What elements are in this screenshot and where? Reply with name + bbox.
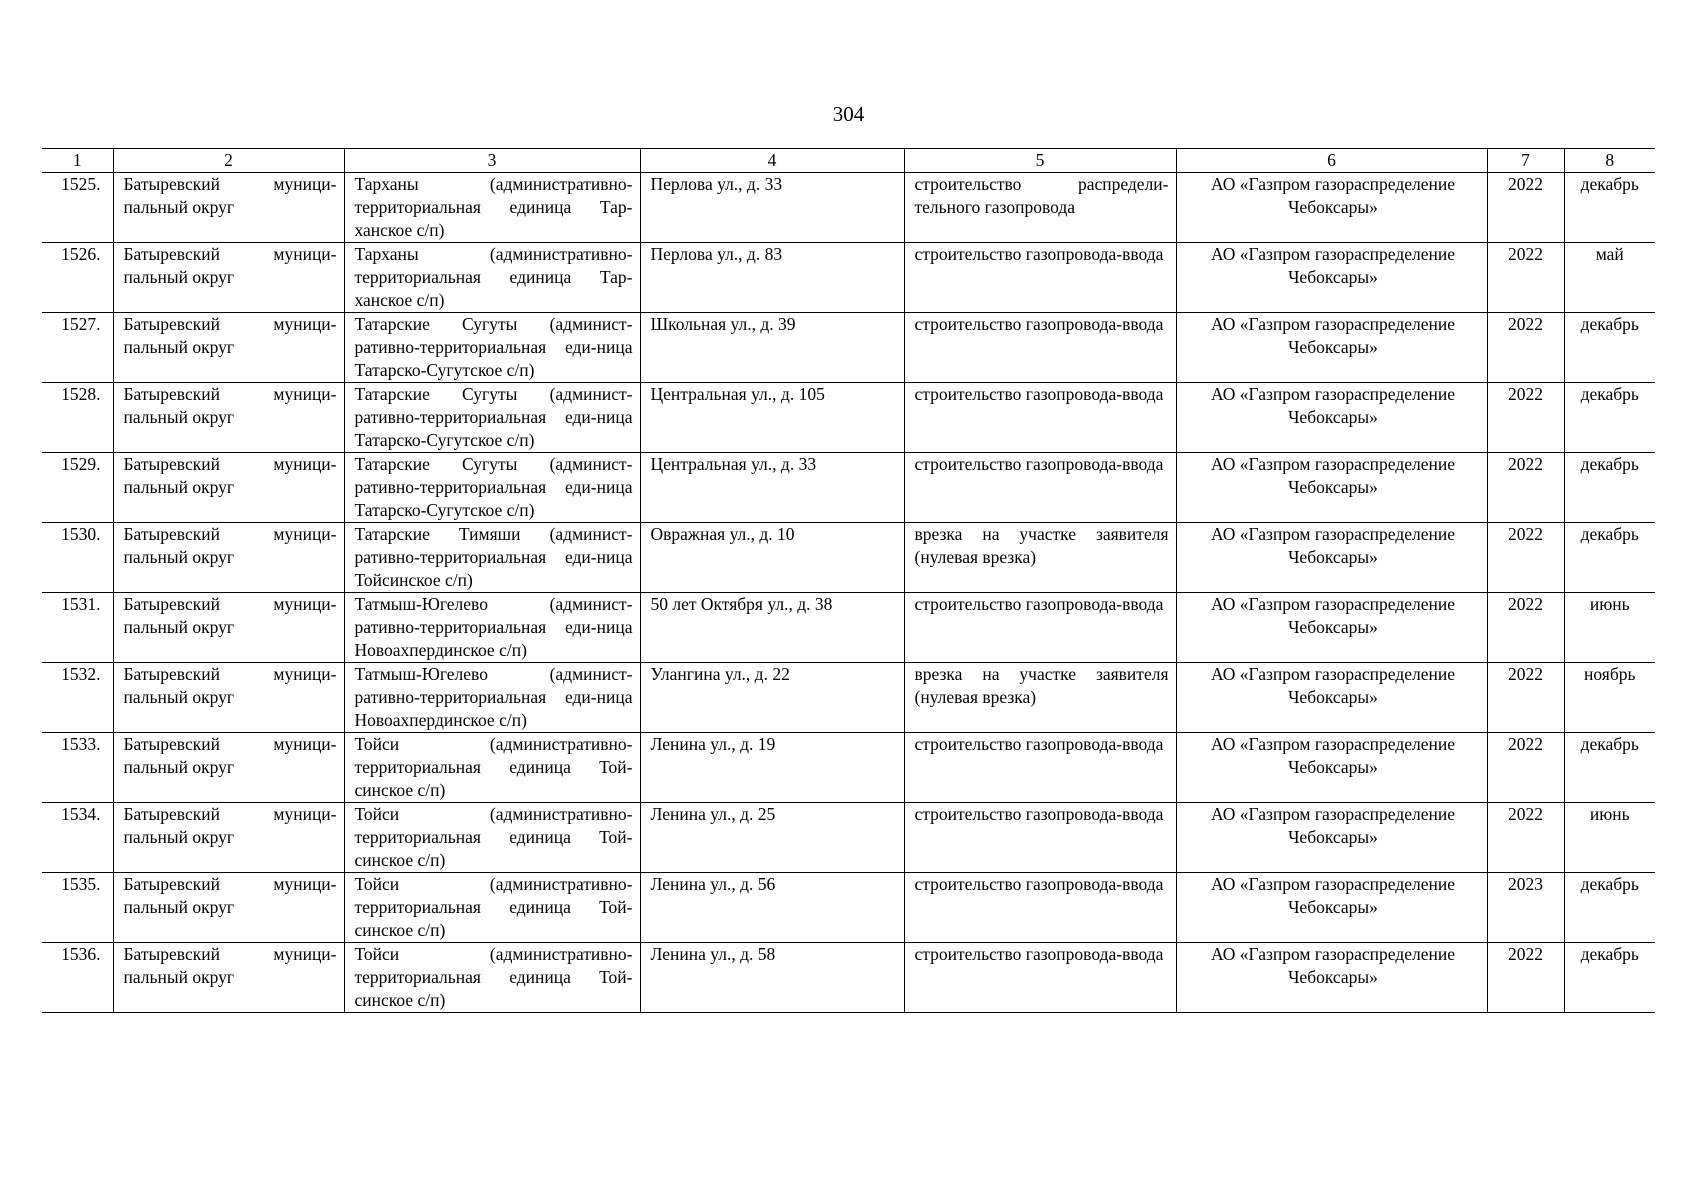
month-cell: декабрь — [1564, 453, 1655, 523]
address-cell: Перлова ул., д. 33 — [640, 173, 904, 243]
organization-cell: АО «Газпром газораспределение Чебоксары» — [1176, 173, 1487, 243]
year-cell: 2022 — [1487, 313, 1564, 383]
row-number-cell: 1529. — [42, 453, 113, 523]
address-cell: Центральная ул., д. 105 — [640, 383, 904, 453]
table-row — [42, 943, 1655, 1013]
year-cell: 2023 — [1487, 873, 1564, 943]
year-cell: 2022 — [1487, 173, 1564, 243]
settlement-cell: Татмыш-Югелево (админист-ративно-территориальная еди-ница Новоахпердинское с/п) — [344, 663, 640, 733]
settlement-cell: Татарские Сугуты (админист-ративно-территориальная еди-ница Татарско-Сугутское с/п) — [344, 383, 640, 453]
year-cell: 2022 — [1487, 593, 1564, 663]
work-type-cell: строительство газопровода-ввода — [904, 803, 1176, 873]
table-row — [42, 733, 1655, 803]
organization-cell: АО «Газпром газораспределение Чебоксары» — [1176, 803, 1487, 873]
table-row — [42, 523, 1655, 593]
work-type-cell: строительство газопровода-ввода — [904, 733, 1176, 803]
year-cell: 2022 — [1487, 453, 1564, 523]
row-number-cell: 1536. — [42, 943, 113, 1013]
table-row — [42, 173, 1655, 243]
address-cell: Школьная ул., д. 39 — [640, 313, 904, 383]
address-cell: Ленина ул., д. 25 — [640, 803, 904, 873]
month-cell: декабрь — [1564, 313, 1655, 383]
work-type-cell: строительство газопровода-ввода — [904, 313, 1176, 383]
month-cell: декабрь — [1564, 173, 1655, 243]
month-cell: ноябрь — [1564, 663, 1655, 733]
month-cell: декабрь — [1564, 943, 1655, 1013]
row-number-cell: 1526. — [42, 243, 113, 313]
organization-cell: АО «Газпром газораспределение Чебоксары» — [1176, 873, 1487, 943]
year-cell: 2022 — [1487, 663, 1564, 733]
district-cell: Батыревский муници-пальный округ — [113, 943, 344, 1013]
table-row — [42, 383, 1655, 453]
work-type-cell: строительство газопровода-ввода — [904, 593, 1176, 663]
address-cell: Ленина ул., д. 58 — [640, 943, 904, 1013]
table-row — [42, 873, 1655, 943]
district-cell: Батыревский муници-пальный округ — [113, 383, 344, 453]
gasification-schedule-table — [42, 148, 1655, 1013]
row-number-cell: 1532. — [42, 663, 113, 733]
work-type-cell: строительство газопровода-ввода — [904, 943, 1176, 1013]
address-cell: 50 лет Октября ул., д. 38 — [640, 593, 904, 663]
district-cell: Батыревский муници-пальный округ — [113, 243, 344, 313]
column-header: 5 — [904, 149, 1176, 173]
district-cell: Батыревский муници-пальный округ — [113, 803, 344, 873]
settlement-cell: Тойси (административно-территориальная единица Той-синское с/п) — [344, 943, 640, 1013]
organization-cell: АО «Газпром газораспределение Чебоксары» — [1176, 453, 1487, 523]
page-number: 304 — [832, 102, 865, 126]
settlement-cell: Тойси (административно-территориальная единица Той-синское с/п) — [344, 733, 640, 803]
organization-cell: АО «Газпром газораспределение Чебоксары» — [1176, 313, 1487, 383]
table-row — [42, 313, 1655, 383]
organization-cell: АО «Газпром газораспределение Чебоксары» — [1176, 383, 1487, 453]
year-cell: 2022 — [1487, 523, 1564, 593]
work-type-cell: строительство газопровода-ввода — [904, 873, 1176, 943]
district-cell: Батыревский муници-пальный округ — [113, 173, 344, 243]
month-cell: декабрь — [1564, 383, 1655, 453]
month-cell: декабрь — [1564, 733, 1655, 803]
month-cell: июнь — [1564, 803, 1655, 873]
organization-cell: АО «Газпром газораспределение Чебоксары» — [1176, 243, 1487, 313]
district-cell: Батыревский муници-пальный округ — [113, 733, 344, 803]
address-cell: Перлова ул., д. 83 — [640, 243, 904, 313]
settlement-cell: Татарские Сугуты (админист-ративно-территориальная еди-ница Татарско-Сугутское с/п) — [344, 313, 640, 383]
work-type-cell: врезка на участке заявителя (нулевая врезка) — [904, 523, 1176, 593]
table-row — [42, 243, 1655, 313]
row-number-cell: 1534. — [42, 803, 113, 873]
settlement-cell: Тойси (административно-территориальная единица Той-синское с/п) — [344, 803, 640, 873]
column-header: 7 — [1487, 149, 1564, 173]
settlement-cell: Тарханы (административно-территориальная единица Тар-ханское с/п) — [344, 173, 640, 243]
month-cell: май — [1564, 243, 1655, 313]
district-cell: Батыревский муници-пальный округ — [113, 663, 344, 733]
table-row — [42, 453, 1655, 523]
organization-cell: АО «Газпром газораспределение Чебоксары» — [1176, 523, 1487, 593]
year-cell: 2022 — [1487, 733, 1564, 803]
row-number-cell: 1535. — [42, 873, 113, 943]
column-header: 1 — [42, 149, 113, 173]
year-cell: 2022 — [1487, 383, 1564, 453]
column-header: 3 — [344, 149, 640, 173]
row-number-cell: 1531. — [42, 593, 113, 663]
row-number-cell: 1533. — [42, 733, 113, 803]
year-cell: 2022 — [1487, 943, 1564, 1013]
row-number-cell: 1530. — [42, 523, 113, 593]
table-row — [42, 593, 1655, 663]
organization-cell: АО «Газпром газораспределение Чебоксары» — [1176, 593, 1487, 663]
column-header: 2 — [113, 149, 344, 173]
column-header: 4 — [640, 149, 904, 173]
month-cell: декабрь — [1564, 523, 1655, 593]
settlement-cell: Татарские Тимяши (админист-ративно-территориальная еди-ница Тойсинское с/п) — [344, 523, 640, 593]
district-cell: Батыревский муници-пальный округ — [113, 453, 344, 523]
address-cell: Ленина ул., д. 19 — [640, 733, 904, 803]
row-number-cell: 1527. — [42, 313, 113, 383]
table-row — [42, 663, 1655, 733]
settlement-cell: Татмыш-Югелево (админист-ративно-территориальная еди-ница Новоахпердинское с/п) — [344, 593, 640, 663]
organization-cell: АО «Газпром газораспределение Чебоксары» — [1176, 943, 1487, 1013]
month-cell: декабрь — [1564, 873, 1655, 943]
settlement-cell: Татарские Сугуты (админист-ративно-территориальная еди-ница Татарско-Сугутское с/п) — [344, 453, 640, 523]
table-row — [42, 803, 1655, 873]
address-cell: Ленина ул., д. 56 — [640, 873, 904, 943]
organization-cell: АО «Газпром газораспределение Чебоксары» — [1176, 733, 1487, 803]
organization-cell: АО «Газпром газораспределение Чебоксары» — [1176, 663, 1487, 733]
settlement-cell: Тойси (административно-территориальная единица Той-синское с/п) — [344, 873, 640, 943]
district-cell: Батыревский муници-пальный округ — [113, 313, 344, 383]
address-cell: Овражная ул., д. 10 — [640, 523, 904, 593]
row-number-cell: 1525. — [42, 173, 113, 243]
row-number-cell: 1528. — [42, 383, 113, 453]
settlement-cell: Тарханы (административно-территориальная единица Тар-ханское с/п) — [344, 243, 640, 313]
district-cell: Батыревский муници-пальный округ — [113, 523, 344, 593]
work-type-cell: строительство газопровода-ввода — [904, 453, 1176, 523]
work-type-cell: врезка на участке заявителя (нулевая врезка) — [904, 663, 1176, 733]
work-type-cell: строительство распредели-тельного газопровода — [904, 173, 1176, 243]
work-type-cell: строительство газопровода-ввода — [904, 243, 1176, 313]
column-header: 8 — [1564, 149, 1655, 173]
district-cell: Батыревский муници-пальный округ — [113, 873, 344, 943]
year-cell: 2022 — [1487, 803, 1564, 873]
address-cell: Центральная ул., д. 33 — [640, 453, 904, 523]
work-type-cell: строительство газопровода-ввода — [904, 383, 1176, 453]
month-cell: июнь — [1564, 593, 1655, 663]
column-header: 6 — [1176, 149, 1487, 173]
column-number-row — [42, 149, 1655, 173]
year-cell: 2022 — [1487, 243, 1564, 313]
district-cell: Батыревский муници-пальный округ — [113, 593, 344, 663]
address-cell: Улангина ул., д. 22 — [640, 663, 904, 733]
